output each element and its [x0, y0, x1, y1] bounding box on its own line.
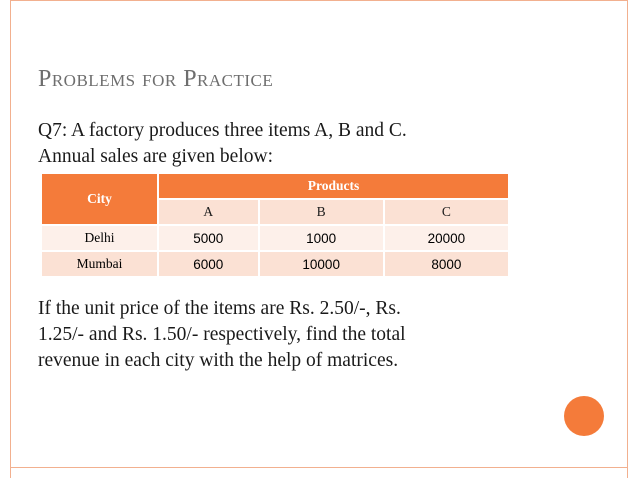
- sales-cell: 5000: [159, 226, 258, 250]
- intro-line: Q7: A factory produces three items A, B and C.: [38, 120, 407, 141]
- city-cell: Mumbai: [42, 252, 157, 276]
- slide-border-right: [627, 0, 628, 478]
- city-header: City: [42, 174, 157, 224]
- slide-border-left: [10, 0, 11, 478]
- question-intro: [38, 118, 598, 170]
- sales-cell: 6000: [159, 252, 258, 276]
- task-line: If the unit price of the items are Rs. 2.50/-, Rs.: [38, 298, 401, 319]
- sales-cell: 1000: [260, 226, 383, 250]
- intro-line: Annual sales are given below:: [38, 146, 274, 167]
- slide-border-top: [10, 0, 628, 1]
- product-header-a: A: [159, 200, 258, 224]
- sales-table: [40, 172, 510, 278]
- city-cell: Delhi: [42, 226, 157, 250]
- task-line: 1.25/- and Rs. 1.50/- respectively, find the total: [38, 324, 406, 345]
- sales-cell: 10000: [260, 252, 383, 276]
- products-header: Products: [159, 174, 508, 198]
- task-line: revenue in each city with the help of matrices.: [38, 350, 399, 371]
- product-header-b: B: [260, 200, 383, 224]
- slide-title: Problems for Practice: [38, 66, 274, 92]
- slide-border-bottom: [10, 467, 628, 468]
- sales-cell: 20000: [385, 226, 508, 250]
- question-task: [38, 296, 598, 374]
- decorative-circle: [564, 396, 604, 436]
- product-header-c: C: [385, 200, 508, 224]
- sales-cell: 8000: [385, 252, 508, 276]
- table-row: [42, 226, 508, 250]
- table-row: [42, 252, 508, 276]
